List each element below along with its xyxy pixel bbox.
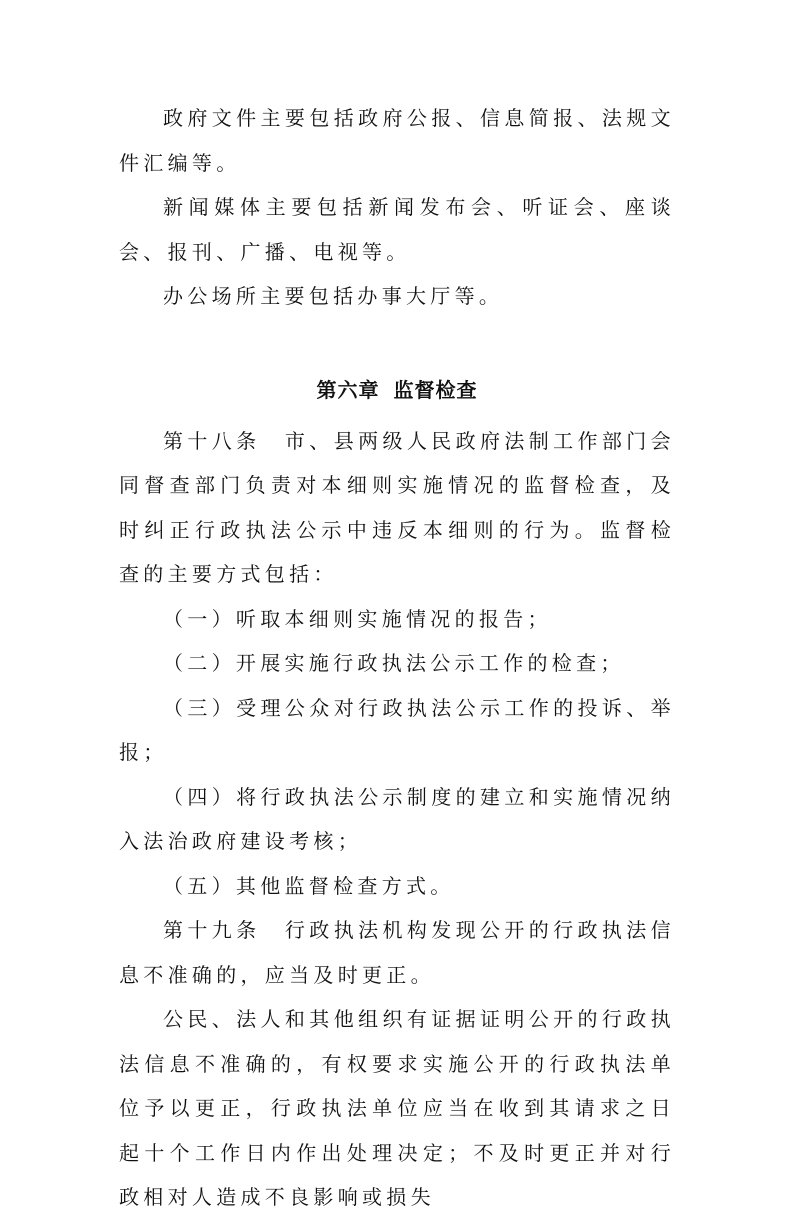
- paragraph-article-18: 第十八条 市、县两级人民政府法制工作部门会同督查部门负责对本细则实施情况的监督检查，及时纠正行政执法公示中违反本细则的行为。监督检查的主要方式包括：: [119, 428, 675, 586]
- document-body: [119, 96, 675, 1220]
- paragraph-government-documents: 政府文件主要包括政府公报、信息简报、法规文件汇编等。: [119, 106, 675, 175]
- paragraph-item-1: （一）听取本细则实施情况的报告；: [163, 606, 552, 631]
- paragraph-item-3: （三）受理公众对行政执法公示工作的投诉、举报；: [119, 695, 675, 764]
- paragraph-correction-request: 公民、法人和其他组织有证据证明公开的行政执法信息不准确的，有权要求实施公开的行政执法单位予以更正，行政执法单位应当在收到其请求之日起十个工作日内作出处理决定；不及时更正并对行政相对人造成不良影响或损失: [119, 1007, 675, 1209]
- paragraph-item-4: （四）将行政执法公示制度的建立和实施情况纳入法治政府建设考核；: [119, 784, 675, 853]
- paragraph-news-media: 新闻媒体主要包括新闻发布会、听证会、座谈会、报刊、广播、电视等。: [119, 195, 675, 264]
- chapter-heading: [119, 319, 675, 419]
- chapter-number: 第六章: [316, 377, 380, 402]
- paragraph-article-19: 第十九条 行政执法机构发现公开的行政执法信息不准确的，应当及时更正。: [119, 918, 675, 987]
- paragraph-office-venues: 办公场所主要包括办事大厅等。: [163, 284, 504, 308]
- chapter-title: 监督检查: [393, 377, 478, 402]
- paragraph-item-5: （五）其他监督检查方式。: [163, 873, 455, 898]
- paragraph-item-2: （二）开展实施行政执法公示工作的检查；: [163, 651, 625, 675]
